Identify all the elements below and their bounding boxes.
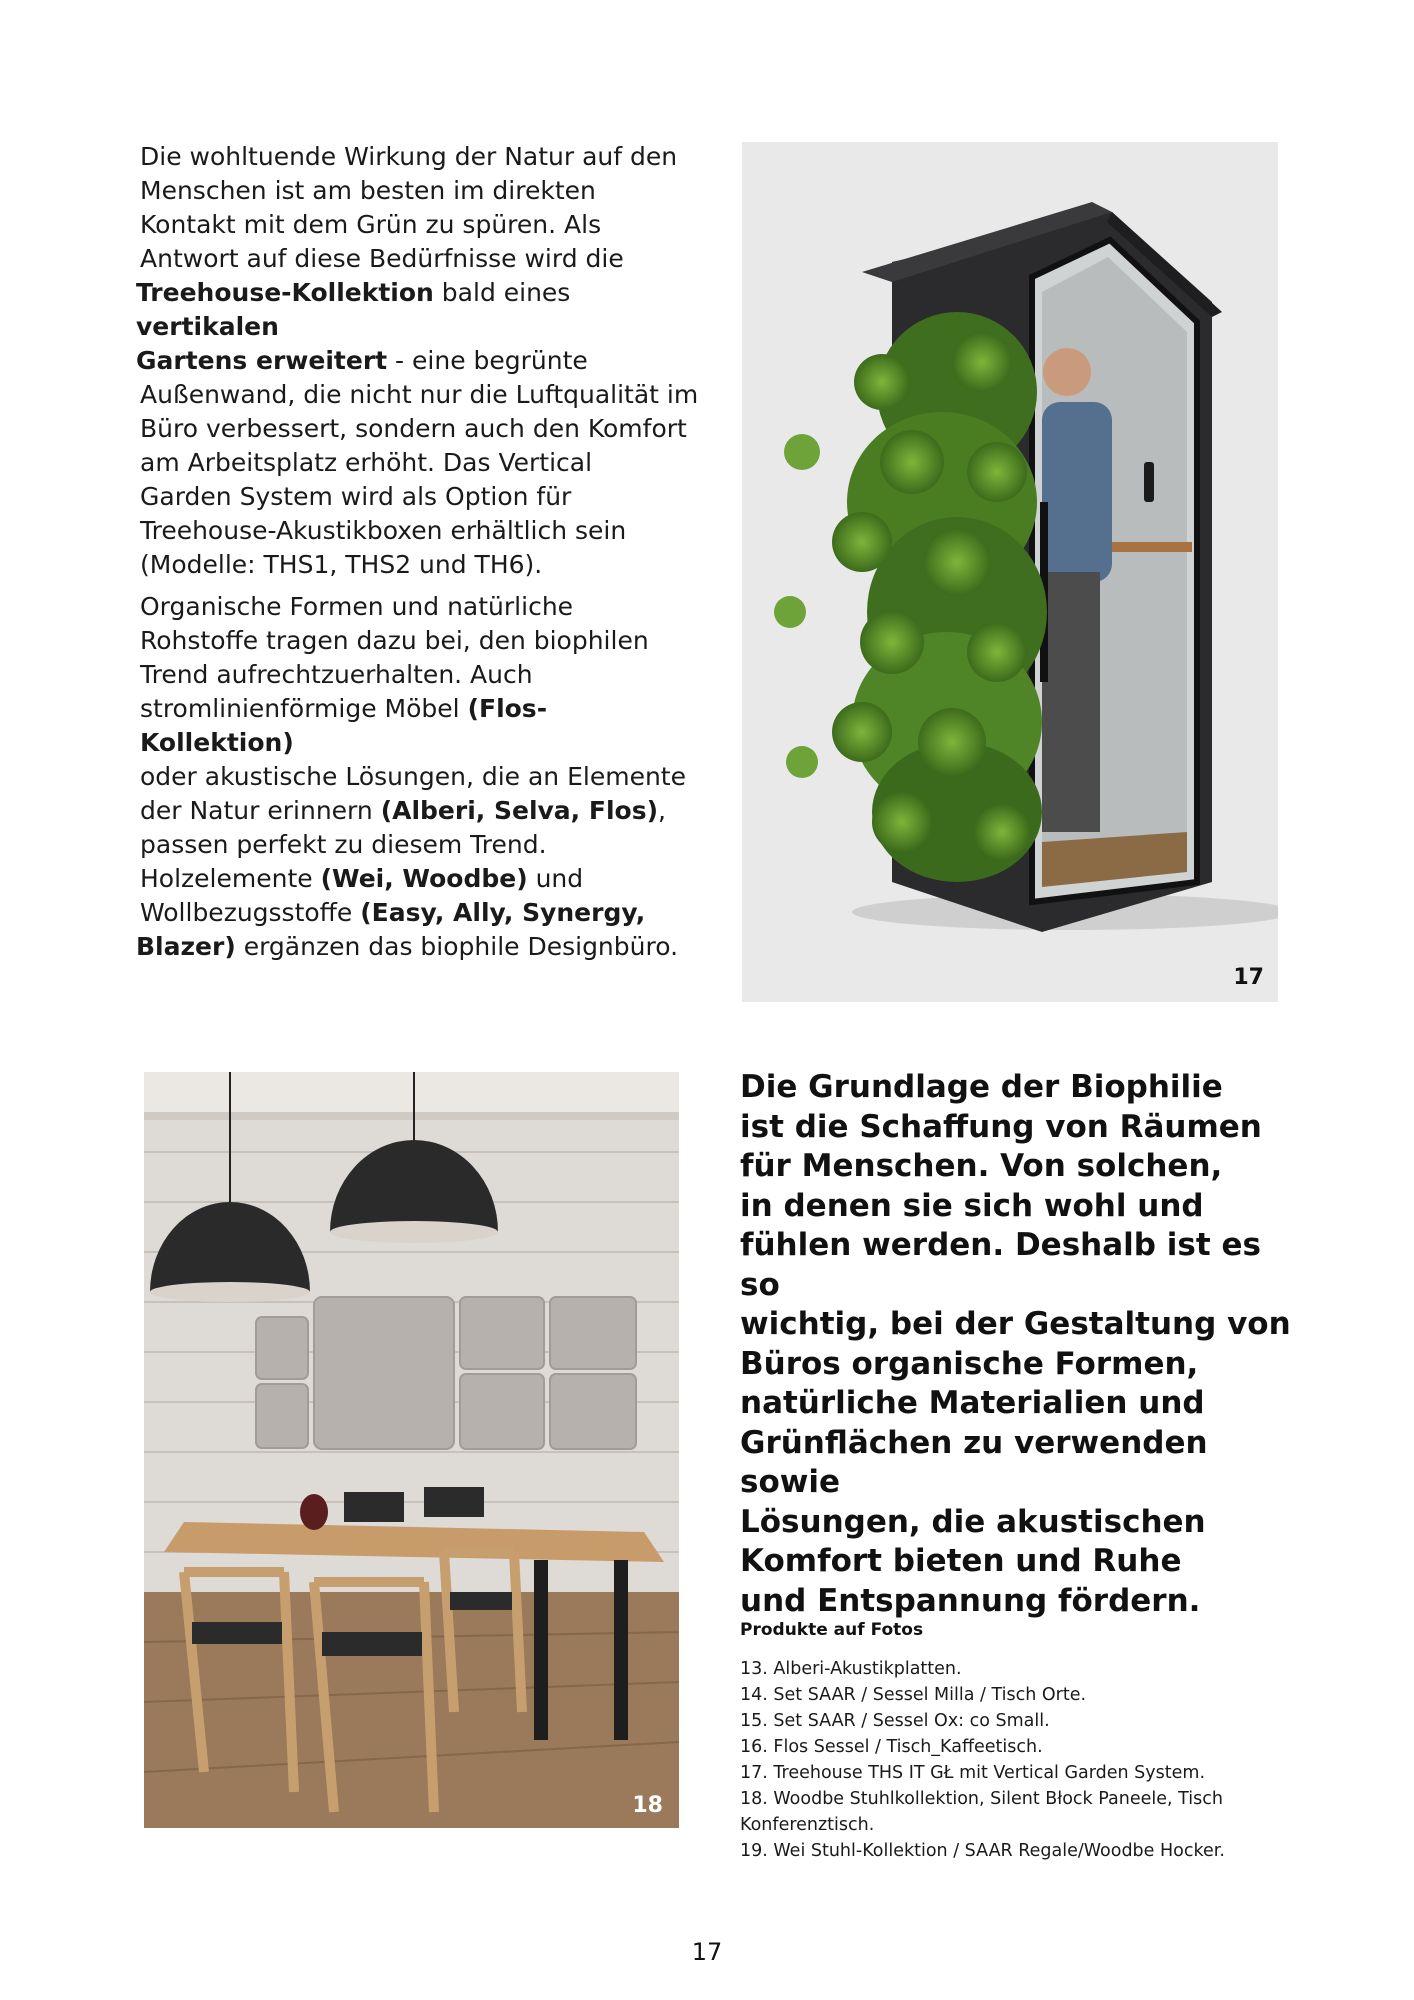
text-line: am Arbeitsplatz erhöht. Das Vertical bbox=[140, 448, 593, 477]
bold-term: Blazer) bbox=[136, 932, 236, 961]
bold-term: (Flos-Kollektion) bbox=[140, 694, 548, 757]
quote-line: in denen sie sich wohl und bbox=[740, 1187, 1204, 1224]
bold-term: (Easy, Ally, Synergy, bbox=[360, 898, 646, 927]
list-item: 15. Set SAAR / Sessel Ox: co Small. bbox=[740, 1711, 1050, 1731]
list-item: 16. Flos Sessel / Tisch_Kaffeetisch. bbox=[740, 1737, 1043, 1757]
dining-illustration bbox=[144, 1072, 679, 1828]
booth-photo bbox=[742, 142, 1278, 1002]
pull-quote bbox=[740, 1068, 1300, 1621]
text-line: Büro verbessert, sondern auch den Komfort bbox=[140, 414, 687, 443]
photo-number: 17 bbox=[1233, 965, 1264, 990]
products-list bbox=[740, 1656, 1300, 1864]
text-line: Die wohltuende Wirkung der Natur auf den bbox=[140, 142, 678, 171]
text-line: Holzelemente (Wei, Woodbe) und bbox=[140, 864, 584, 893]
intro-paragraph bbox=[136, 140, 700, 582]
quote-line: Lösungen, die akustischen bbox=[740, 1503, 1206, 1540]
text-line: Antwort auf diese Bedürfnisse wird die bbox=[140, 244, 624, 273]
text-line: der Natur erinnern (Alberi, Selva, Flos), bbox=[140, 796, 666, 825]
text-line: (Modelle: THS1, THS2 und TH6). bbox=[140, 550, 543, 579]
quote-line: und Entspannung fördern. bbox=[740, 1582, 1201, 1619]
text-line: passen perfekt zu diesem Trend. bbox=[140, 830, 547, 859]
bold-term: Treehouse-Kollektion bbox=[136, 278, 434, 307]
text-line: Gartens erweitert - eine begrünte bbox=[136, 346, 588, 375]
trend-paragraph bbox=[136, 590, 700, 964]
list-item: 17. Treehouse THS IT GŁ mit Vertical Garden System. bbox=[740, 1763, 1206, 1783]
text-line: Garden System wird als Option für bbox=[140, 482, 572, 511]
quote-line: Büros organische Formen, bbox=[740, 1345, 1199, 1382]
text-line: Organische Formen und natürliche bbox=[140, 592, 574, 621]
text-line: Rohstoffe tragen dazu bei, den biophilen bbox=[140, 626, 649, 655]
bold-term: (Alberi, Selva, Flos) bbox=[380, 796, 659, 825]
quote-line: natürliche Materialien und bbox=[740, 1385, 1205, 1421]
text-line: Wollbezugsstoffe (Easy, Ally, Synergy, bbox=[140, 898, 646, 927]
bold-term: (Wei, Woodbe) bbox=[320, 864, 528, 893]
text-line: Trend aufrechtzuerhalten. Auch bbox=[140, 660, 533, 689]
text-line: stromlinienförmige Möbel (Flos-Kollektion) bbox=[140, 694, 548, 757]
bold-term: Gartens erweitert bbox=[136, 346, 388, 375]
text-line: Außenwand, die nicht nur die Luftqualität im bbox=[140, 380, 699, 409]
text-line: Menschen ist am besten im direkten bbox=[140, 176, 596, 205]
quote-line: ist die Schaffung von Räumen bbox=[740, 1108, 1262, 1145]
quote-line: wichtig, bei der Gestaltung von bbox=[740, 1306, 1291, 1342]
booth-illustration bbox=[742, 142, 1278, 1002]
quote-line: Komfort bieten und Ruhe bbox=[740, 1543, 1182, 1579]
bold-term: vertikalen bbox=[136, 312, 279, 341]
dining-photo bbox=[144, 1072, 679, 1828]
photo-number: 18 bbox=[632, 1793, 663, 1818]
list-item: 18. Woodbe Stuhlkollektion, Silent Błock Paneele, Tisch bbox=[740, 1789, 1223, 1809]
quote-line: Die Grundlage der Biophilie bbox=[740, 1069, 1223, 1105]
list-item: Konferenztisch. bbox=[740, 1815, 875, 1835]
text-line: Blazer) ergänzen das biophile Designbüro. bbox=[136, 932, 679, 961]
list-item: 19. Wei Stuhl-Kollektion / SAAR Regale/Woodbe Hocker. bbox=[740, 1841, 1225, 1861]
list-item: 14. Set SAAR / Sessel Milla / Tisch Orte. bbox=[740, 1685, 1087, 1705]
quote-line: fühlen werden. Deshalb ist es so bbox=[740, 1227, 1261, 1303]
text-line: Kontakt mit dem Grün zu spüren. Als bbox=[140, 210, 602, 239]
quote-line: für Menschen. Von solchen, bbox=[740, 1148, 1223, 1184]
page-number: 17 bbox=[691, 1938, 723, 1966]
products-heading: Produkte auf Fotos bbox=[740, 1620, 924, 1640]
quote-line: Grünflächen zu verwenden sowie bbox=[740, 1424, 1208, 1500]
text-line: Treehouse-Kollektion bald eines vertikalen bbox=[136, 278, 571, 341]
text-line: Treehouse-Akustikboxen erhältlich sein bbox=[140, 516, 627, 545]
text-line: oder akustische Lösungen, die an Elemente bbox=[140, 762, 686, 791]
list-item: 13. Alberi-Akustikplatten. bbox=[740, 1659, 962, 1679]
plant-wall bbox=[774, 312, 1047, 882]
